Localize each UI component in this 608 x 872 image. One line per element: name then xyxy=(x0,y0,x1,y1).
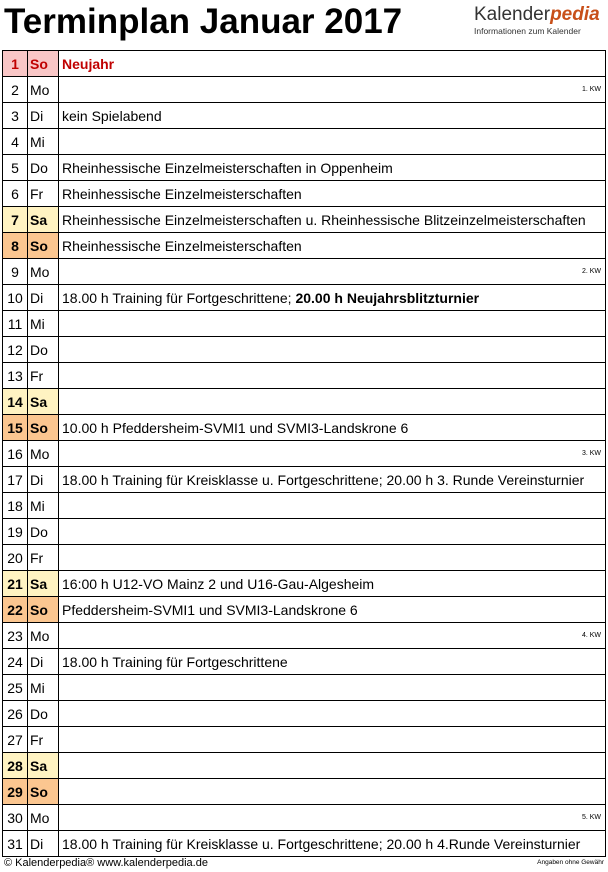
day-number: 18 xyxy=(3,493,28,519)
logo-brand xyxy=(474,4,602,26)
calendar-week-label: 4. KW xyxy=(581,632,601,639)
footer-disclaimer: Angaben ohne Gewähr xyxy=(537,859,604,866)
weekday: So xyxy=(28,51,59,77)
event-cell xyxy=(59,51,606,77)
event-text: Rheinhessische Einzelmeisterschaften in Oppenheim xyxy=(62,159,393,176)
day-number: 2 xyxy=(3,77,28,103)
day-number: 13 xyxy=(3,363,28,389)
calendar-row xyxy=(3,103,606,129)
event-cell xyxy=(59,753,606,779)
weekday: So xyxy=(28,597,59,623)
event-cell xyxy=(59,779,606,805)
weekday: Fr xyxy=(28,181,59,207)
event-cell xyxy=(59,675,606,701)
calendar-row xyxy=(3,441,606,467)
calendar-row xyxy=(3,493,606,519)
weekday: Sa xyxy=(28,207,59,233)
event-cell xyxy=(59,207,606,233)
day-number: 9 xyxy=(3,259,28,285)
event-cell xyxy=(59,623,606,649)
event-cell xyxy=(59,129,606,155)
event-text: 10.00 h Pfeddersheim-SVMI1 und SVMI3-Landskrone 6 xyxy=(62,419,409,436)
calendar-row xyxy=(3,727,606,753)
calendar-week-label: 1. KW xyxy=(581,86,601,93)
day-number: 6 xyxy=(3,181,28,207)
event-cell xyxy=(59,181,606,207)
calendar-row xyxy=(3,597,606,623)
day-number: 27 xyxy=(3,727,28,753)
weekday: Mi xyxy=(28,129,59,155)
calendar-row xyxy=(3,285,606,311)
day-number: 11 xyxy=(3,311,28,337)
event-cell xyxy=(59,233,606,259)
day-number: 15 xyxy=(3,415,28,441)
day-number: 1 xyxy=(3,51,28,77)
event-cell xyxy=(59,805,606,831)
day-number: 5 xyxy=(3,155,28,181)
event-cell xyxy=(59,441,606,467)
weekday: Do xyxy=(28,519,59,545)
calendar-row xyxy=(3,51,606,77)
day-number: 31 xyxy=(3,831,28,857)
event-cell xyxy=(59,467,606,493)
logo-brand-accent: pedia xyxy=(550,4,600,25)
event-cell xyxy=(59,727,606,753)
event-cell xyxy=(59,259,606,285)
calendar-row xyxy=(3,77,606,103)
event-cell xyxy=(59,701,606,727)
day-number: 25 xyxy=(3,675,28,701)
event-text: Neujahr xyxy=(62,55,115,72)
calendar-row xyxy=(3,207,606,233)
event-cell xyxy=(59,545,606,571)
event-text: Pfeddersheim-SVMI1 und SVMI3-Landskrone 6 xyxy=(62,601,358,618)
logo-subtitle: Informationen zum Kalender xyxy=(474,26,581,36)
weekday: Mi xyxy=(28,675,59,701)
event-cell xyxy=(59,155,606,181)
weekday: Do xyxy=(28,155,59,181)
day-number: 22 xyxy=(3,597,28,623)
event-cell xyxy=(59,597,606,623)
event-text: 18.00 h Training für Kreisklasse u. Fortgeschrittene; 20.00 h 4.Runde Vereinsturnier xyxy=(62,835,581,852)
event-text: Rheinhessische Einzelmeisterschaften u. Rheinhessische Blitzeinzelmeisterschaften xyxy=(62,211,586,228)
calendar-row xyxy=(3,363,606,389)
page-title: Terminplan Januar 2017 xyxy=(4,2,403,41)
calendar-week-label: 5. KW xyxy=(581,814,601,821)
weekday: Fr xyxy=(28,363,59,389)
weekday: So xyxy=(28,415,59,441)
calendar-week-label: 2. KW xyxy=(581,268,601,275)
day-number: 16 xyxy=(3,441,28,467)
calendar-row xyxy=(3,623,606,649)
day-number: 10 xyxy=(3,285,28,311)
event-text: 18.00 h Training für Fortgeschrittene; xyxy=(62,289,296,306)
day-number: 3 xyxy=(3,103,28,129)
event-text: Rheinhessische Einzelmeisterschaften xyxy=(62,185,302,202)
calendar-row xyxy=(3,701,606,727)
event-cell xyxy=(59,311,606,337)
weekday: Di xyxy=(28,649,59,675)
weekday: Do xyxy=(28,701,59,727)
weekday: Di xyxy=(28,285,59,311)
calendar-row xyxy=(3,467,606,493)
event-cell xyxy=(59,77,606,103)
weekday: So xyxy=(28,233,59,259)
weekday: Do xyxy=(28,337,59,363)
weekday: Di xyxy=(28,103,59,129)
calendar-row xyxy=(3,753,606,779)
weekday: So xyxy=(28,779,59,805)
weekday: Di xyxy=(28,467,59,493)
day-number: 12 xyxy=(3,337,28,363)
weekday: Fr xyxy=(28,545,59,571)
calendar-body xyxy=(3,51,606,857)
event-cell xyxy=(59,103,606,129)
day-number: 14 xyxy=(3,389,28,415)
calendar-row xyxy=(3,779,606,805)
calendar-row xyxy=(3,805,606,831)
event-cell xyxy=(59,571,606,597)
calendar-row xyxy=(3,545,606,571)
calendar-row xyxy=(3,259,606,285)
event-cell xyxy=(59,337,606,363)
calendar-row xyxy=(3,389,606,415)
event-cell xyxy=(59,415,606,441)
event-cell xyxy=(59,389,606,415)
event-cell xyxy=(59,831,606,857)
weekday: Mo xyxy=(28,259,59,285)
day-number: 26 xyxy=(3,701,28,727)
day-number: 29 xyxy=(3,779,28,805)
day-number: 21 xyxy=(3,571,28,597)
calendar-row xyxy=(3,675,606,701)
calendar-row xyxy=(3,519,606,545)
day-number: 19 xyxy=(3,519,28,545)
calendar-week-label: 3. KW xyxy=(581,450,601,457)
weekday: Fr xyxy=(28,727,59,753)
calendar-row xyxy=(3,649,606,675)
kalenderpedia-logo xyxy=(474,4,602,36)
weekday: Mo xyxy=(28,623,59,649)
event-cell xyxy=(59,649,606,675)
event-cell xyxy=(59,285,606,311)
event-cell xyxy=(59,493,606,519)
weekday: Sa xyxy=(28,571,59,597)
event-text: 18.00 h Training für Kreisklasse u. Fortgeschrittene; 20.00 h 3. Runde Vereinsturnier xyxy=(62,471,585,488)
footer-copyright: © Kalenderpedia® www.kalenderpedia.de xyxy=(4,857,208,869)
calendar-table xyxy=(2,50,606,857)
calendar-row xyxy=(3,311,606,337)
calendar-row xyxy=(3,233,606,259)
weekday: Sa xyxy=(28,753,59,779)
event-text: Rheinhessische Einzelmeisterschaften xyxy=(62,237,302,254)
day-number: 24 xyxy=(3,649,28,675)
calendar-row xyxy=(3,337,606,363)
calendar-row xyxy=(3,415,606,441)
event-cell xyxy=(59,519,606,545)
day-number: 30 xyxy=(3,805,28,831)
calendar-row xyxy=(3,155,606,181)
day-number: 4 xyxy=(3,129,28,155)
day-number: 17 xyxy=(3,467,28,493)
weekday: Mo xyxy=(28,441,59,467)
event-text-bold: 20.00 h Neujahrsblitzturnier xyxy=(295,289,480,306)
event-text: 18.00 h Training für Fortgeschrittene xyxy=(62,653,288,670)
logo-brand-main: Kalender xyxy=(474,4,551,25)
event-text: 16:00 h U12-VO Mainz 2 und U16-Gau-Algesheim xyxy=(62,575,375,592)
weekday: Di xyxy=(28,831,59,857)
day-number: 20 xyxy=(3,545,28,571)
event-cell xyxy=(59,363,606,389)
weekday: Mi xyxy=(28,493,59,519)
weekday: Mo xyxy=(28,77,59,103)
calendar-row xyxy=(3,571,606,597)
event-text: kein Spielabend xyxy=(62,107,162,124)
calendar-row xyxy=(3,181,606,207)
day-number: 23 xyxy=(3,623,28,649)
weekday: Mi xyxy=(28,311,59,337)
day-number: 8 xyxy=(3,233,28,259)
weekday: Sa xyxy=(28,389,59,415)
weekday: Mo xyxy=(28,805,59,831)
calendar-row xyxy=(3,129,606,155)
calendar-row xyxy=(3,831,606,857)
day-number: 28 xyxy=(3,753,28,779)
day-number: 7 xyxy=(3,207,28,233)
